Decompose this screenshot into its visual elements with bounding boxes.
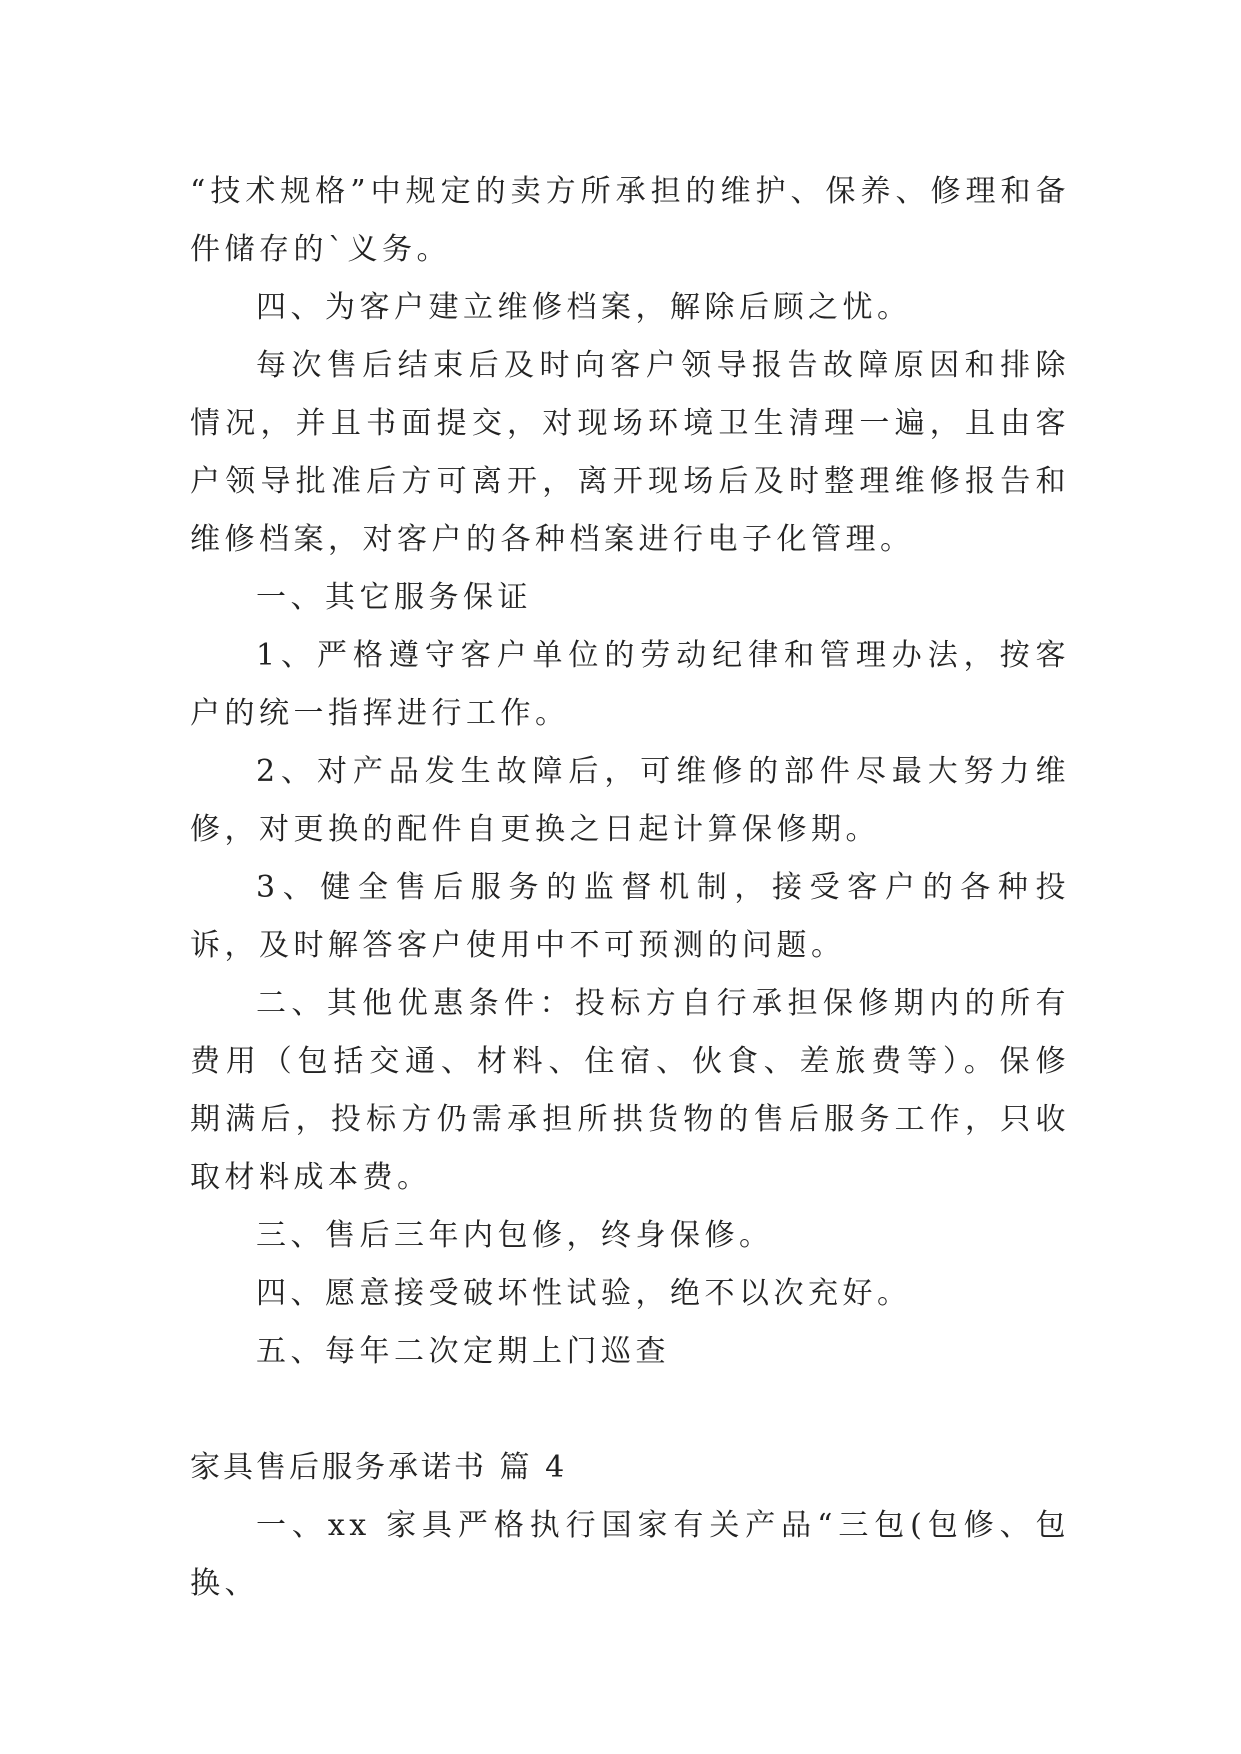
paragraph-destructive-test: 四、愿意接受破坏性试验，绝不以次充好。 (256, 1276, 912, 1311)
paragraph-continued: “技术规格”中规定的卖方所承担的维护、保养、修理和备件储存的`义务。 (190, 174, 1070, 267)
document-body (190, 163, 1070, 1613)
paragraph-after-service: 每次售后结束后及时向客户领导报告故障原因和排除情况，并且书面提交，对现场环境卫生清理一遍，且由客户领导批准后方可离开，离开现场后及时整理维修报告和维修档案，对客户的各种档案进行电子化管理。 (190, 348, 1070, 557)
paragraph-inspection: 五、每年二次定期上门巡查 (256, 1334, 670, 1369)
paragraph-warranty: 三、售后三年内包修，终身保修。 (256, 1218, 774, 1253)
section-heading: 家具售后服务承诺书 篇 4 (190, 1450, 568, 1485)
paragraph-item-1: 1、严格遵守客户单位的劳动纪律和管理办法，按客户的统一指挥进行工作。 (190, 638, 1070, 731)
paragraph-section4-first: 一、xx 家具严格执行国家有关产品“三包(包修、包换、 (190, 1508, 1070, 1601)
paragraph-other-guarantee: 一、其它服务保证 (256, 580, 532, 615)
section-spacer (190, 1381, 1070, 1439)
paragraph-discount-terms: 二、其他优惠条件：投标方自行承担保修期内的所有费用（包括交通、材料、住宿、伙食、差旅费等）。保修期满后，投标方仍需承担所拱货物的售后服务工作，只收取材料成本费。 (190, 986, 1070, 1195)
paragraph-item-2: 2、对产品发生故障后，可维修的部件尽最大努力维修，对更换的配件自更换之日起计算保修期。 (190, 754, 1070, 847)
paragraph-item-four: 四、为客户建立维修档案，解除后顾之忧。 (256, 290, 912, 325)
paragraph-item-3: 3、健全售后服务的监督机制，接受客户的各种投诉，及时解答客户使用中不可预测的问题。 (190, 870, 1070, 963)
